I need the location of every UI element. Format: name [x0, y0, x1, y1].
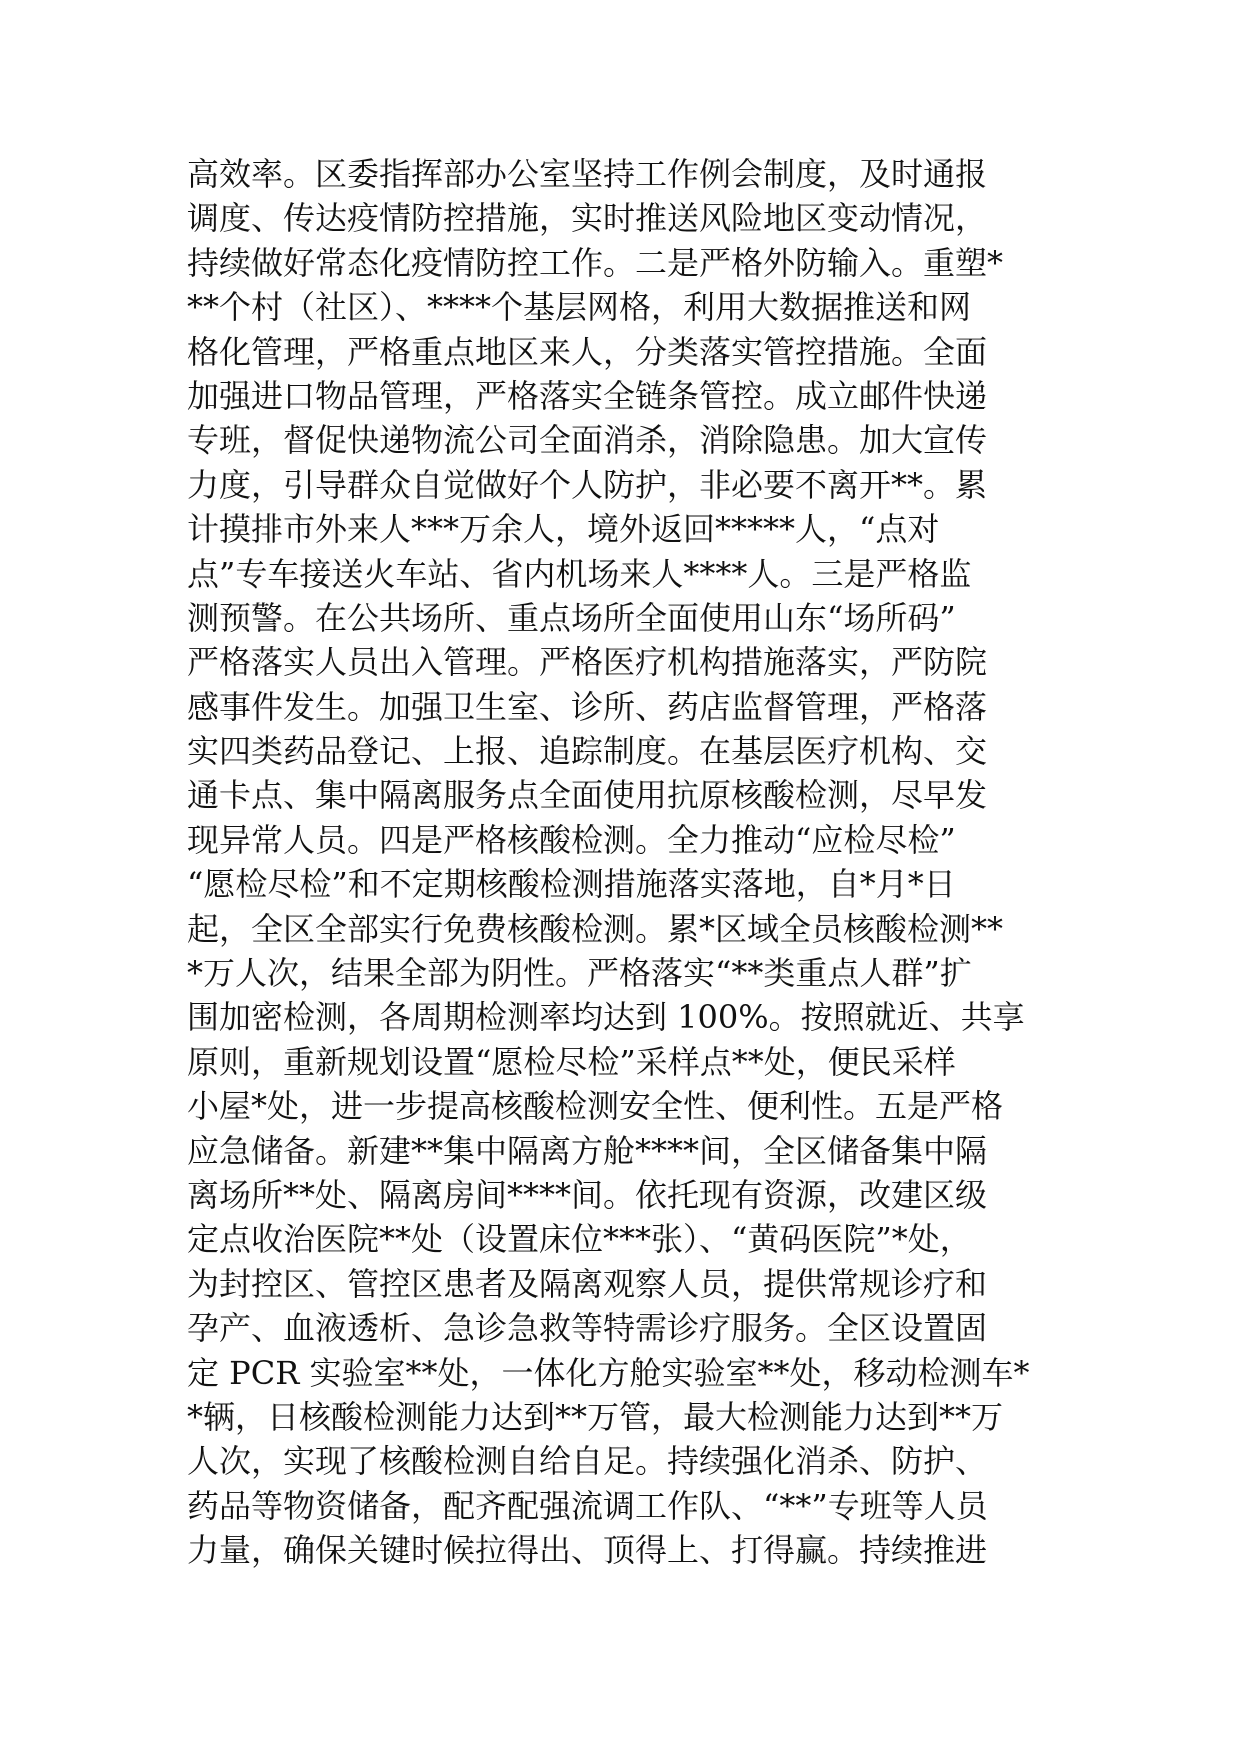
text-line: 加强进口物品管理，严格落实全链条管控。成立邮件快递 [187, 376, 988, 415]
text-line: 现异常人员。四是严格核酸检测。全力推动“应检尽检” [187, 820, 956, 859]
text-line: 感事件发生。加强卫生室、诊所、药店监督管理，严格落 [187, 687, 988, 726]
text-line: 格化管理，严格重点地区来人，分类落实管控措施。全面 [187, 332, 988, 371]
text-line: *辆，日核酸检测能力达到**万管，最大检测能力达到**万 [187, 1397, 1004, 1436]
text-line: 应急储备。新建**集中隔离方舱****间，全区储备集中隔 [187, 1131, 988, 1170]
text-line: 持续做好常态化疫情防控工作。二是严格外防输入。重塑* [187, 243, 1004, 282]
text-line: 围加密检测，各周期检测率均达到 100%。按照就近、共享 [187, 998, 1025, 1037]
text-line: 孕产、血液透析、急诊急救等特需诊疗服务。全区设置固 [187, 1309, 988, 1348]
text-line: 力度，引导群众自觉做好个人防护，非必要不离开**。累 [187, 465, 988, 504]
text-line: 定点收治医院**处（设置床位***张）、“黄码医院”*处， [187, 1220, 972, 1259]
text-line: 调度、传达疫情防控措施，实时推送风险地区变动情况， [187, 199, 988, 238]
text-line: 定 PCR 实验室**处，一体化方舱实验室**处，移动检测车* [187, 1353, 1030, 1392]
text-line: 原则，重新规划设置“愿检尽检”采样点**处，便民采样 [187, 1042, 956, 1081]
text-line: 为封控区、管控区患者及隔离观察人员，提供常规诊疗和 [187, 1264, 988, 1303]
text-line: 人次，实现了核酸检测自给自足。持续强化消杀、防护、 [187, 1442, 988, 1481]
text-line: 高效率。区委指挥部办公室坚持工作例会制度，及时通报 [187, 155, 988, 193]
text-line: 通卡点、集中隔离服务点全面使用抗原核酸检测，尽早发 [187, 776, 988, 815]
body-text [187, 152, 1067, 1573]
text-line: *万人次，结果全部为阴性。严格落实“**类重点人群”扩 [187, 954, 972, 993]
text-line: 专班，督促快递物流公司全面消杀，消除隐患。加大宣传 [187, 421, 988, 460]
text-line: 离场所**处、隔离房间****间。依托现有资源，改建区级 [187, 1175, 988, 1214]
text-line: 实四类药品登记、上报、追踪制度。在基层医疗机构、交 [187, 732, 988, 771]
text-line: 起，全区全部实行免费核酸检测。累*区域全员核酸检测** [187, 909, 1004, 948]
text-line: 力量，确保关键时候拉得出、顶得上、打得赢。持续推进 [187, 1531, 988, 1570]
text-line: 小屋*处，进一步提高核酸检测安全性、便利性。五是严格 [187, 1087, 1004, 1126]
text-line: 测预警。在公共场所、重点场所全面使用山东“场所码” [187, 598, 956, 637]
text-line: “愿检尽检”和不定期核酸检测措施落实落地，自*月*日 [187, 865, 956, 904]
text-line: 点”专车接送火车站、省内机场来人****人。三是严格监 [187, 554, 972, 593]
text-line: 计摸排市外来人***万余人，境外返回*****人，“点对 [187, 510, 940, 549]
text-line: **个村（社区）、****个基层网格，利用大数据推送和网 [187, 288, 972, 327]
text-line: 严格落实人员出入管理。严格医疗机构措施落实，严防院 [187, 643, 988, 682]
text-line: 药品等物资储备，配齐配强流调工作队、“**”专班等人员 [187, 1486, 988, 1525]
